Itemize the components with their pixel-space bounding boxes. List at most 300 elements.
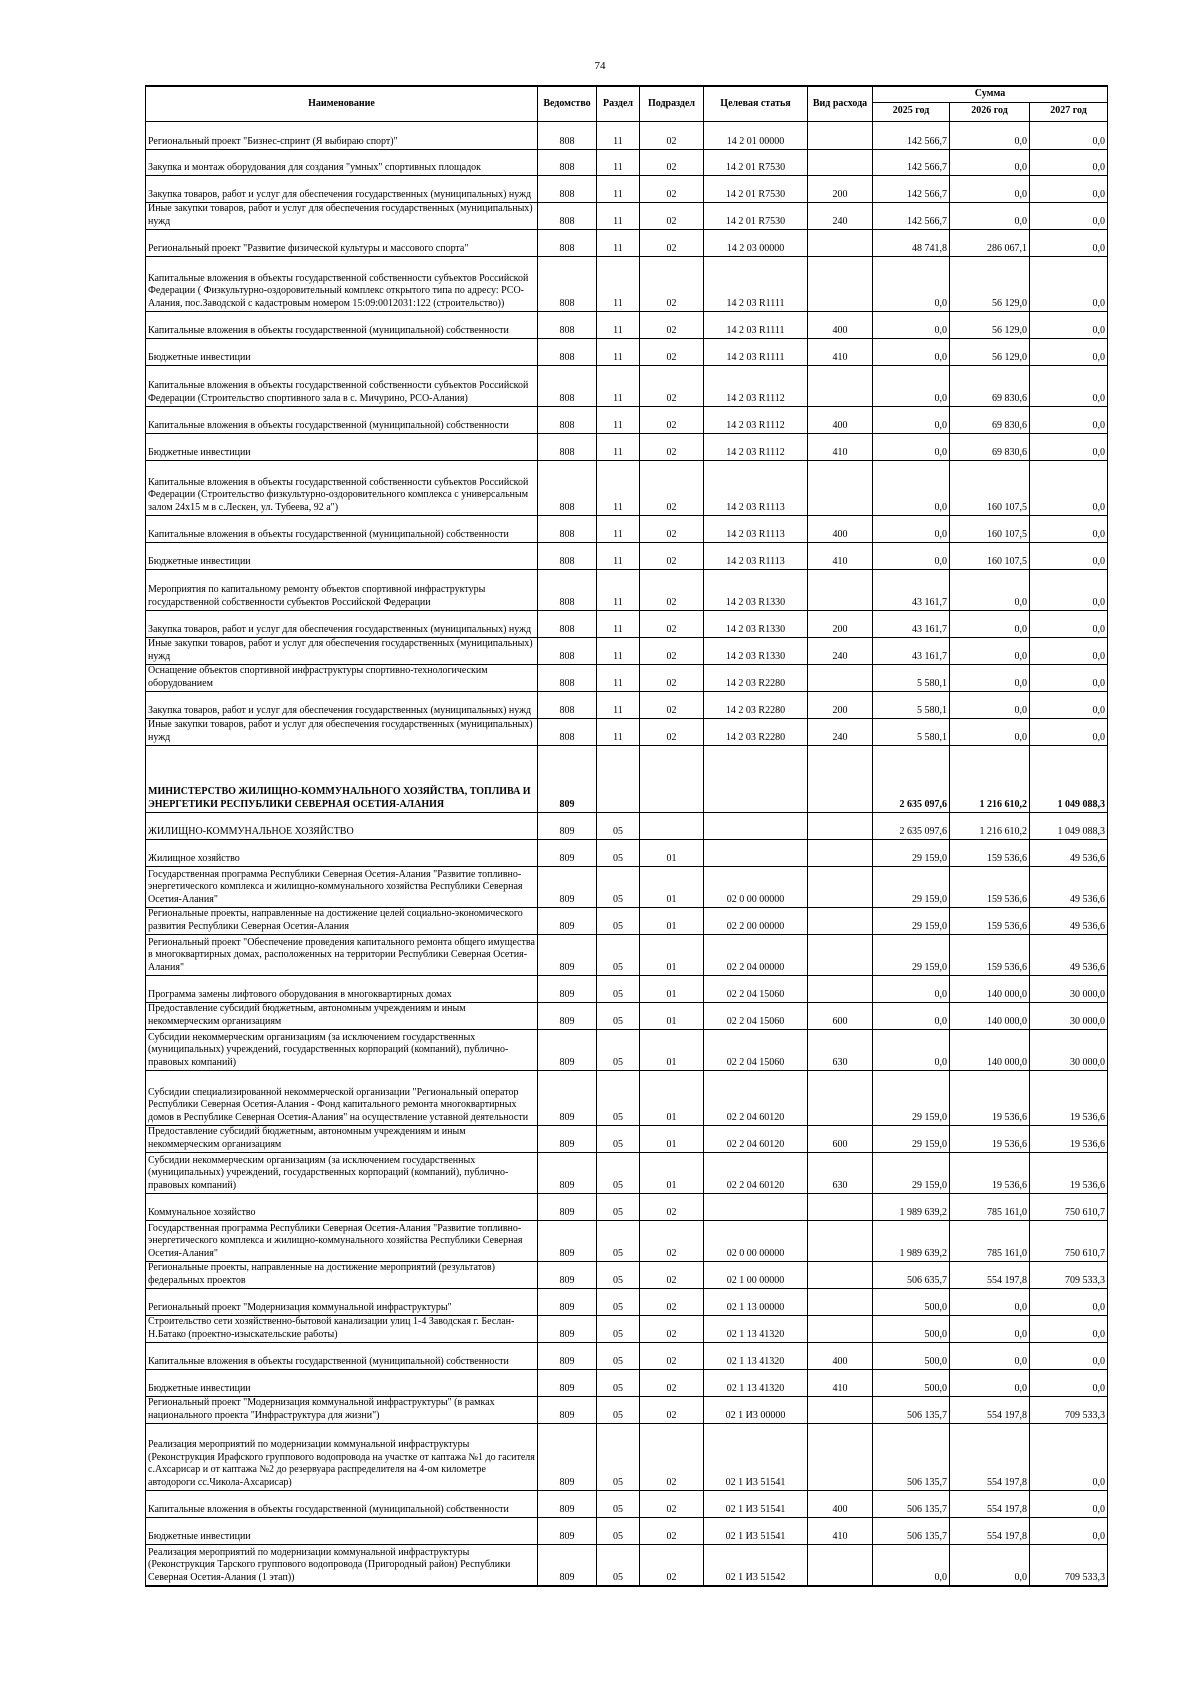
- row-vedomstvo: 809: [538, 1396, 597, 1423]
- row-podrazdel: 02: [640, 691, 704, 718]
- row-name: Бюджетные инвестиции: [146, 1517, 538, 1544]
- row-name: Предоставление субсидий бюджетным, автономным учреждениям и иным некоммерческим организациям: [146, 1125, 538, 1152]
- row-sum-2025: 48 741,8: [873, 229, 950, 256]
- row-sum-2026: 19 536,6: [950, 1152, 1030, 1193]
- table-body: [146, 121, 1108, 1586]
- row-celevaya: 14 2 03 R1113: [704, 542, 808, 569]
- row-vid: [808, 1396, 873, 1423]
- row-razdel: 05: [597, 1070, 640, 1125]
- row-razdel: 05: [597, 1029, 640, 1070]
- row-name: Региональный проект "Развитие физической культуры и массового спорта": [146, 229, 538, 256]
- row-razdel: 05: [597, 975, 640, 1002]
- row-razdel: 05: [597, 1490, 640, 1517]
- table-row: [146, 1517, 1108, 1544]
- row-sum-2026: 0,0: [950, 1544, 1030, 1586]
- row-podrazdel: 01: [640, 1070, 704, 1125]
- table-row: [146, 338, 1108, 365]
- row-vedomstvo: 809: [538, 975, 597, 1002]
- row-vid: 400: [808, 406, 873, 433]
- row-sum-2026: 159 536,6: [950, 934, 1030, 975]
- row-sum-2026: 0,0: [950, 718, 1030, 745]
- row-celevaya: [704, 839, 808, 866]
- row-razdel: 11: [597, 515, 640, 542]
- row-sum-2026: 0,0: [950, 664, 1030, 691]
- row-razdel: 05: [597, 1220, 640, 1261]
- row-sum-2025: 5 580,1: [873, 664, 950, 691]
- row-podrazdel: 01: [640, 839, 704, 866]
- row-sum-2025: 500,0: [873, 1315, 950, 1342]
- row-podrazdel: 02: [640, 664, 704, 691]
- row-name: Региональный проект "Обеспечение проведения капитального ремонта общего имущества в многоквартирных домах, расположенных на территории Республики Северная Осетия-Алания": [146, 934, 538, 975]
- row-sum-2025: 142 566,7: [873, 149, 950, 175]
- row-podrazdel: 01: [640, 1029, 704, 1070]
- header-podrazdel: Подраздел: [640, 86, 704, 121]
- row-sum-2025: 1 989 639,2: [873, 1220, 950, 1261]
- row-celevaya: 02 0 00 00000: [704, 1220, 808, 1261]
- row-podrazdel: 02: [640, 515, 704, 542]
- row-vedomstvo: 809: [538, 866, 597, 907]
- row-sum-2026: 785 161,0: [950, 1193, 1030, 1220]
- row-razdel: 11: [597, 365, 640, 406]
- row-name: Региональные проекты, направленные на достижение целей социально-экономического развития Республики Северная Осетия-Алания: [146, 907, 538, 934]
- row-vid: [808, 934, 873, 975]
- row-vid: [808, 1220, 873, 1261]
- row-vid: 410: [808, 433, 873, 460]
- row-celevaya: [704, 812, 808, 839]
- row-vedomstvo: 809: [538, 1152, 597, 1193]
- row-name: Региональный проект "Модернизация коммунальной инфраструктуры": [146, 1288, 538, 1315]
- row-sum-2027: 0,0: [1030, 121, 1108, 149]
- row-vedomstvo: 808: [538, 664, 597, 691]
- row-podrazdel: [640, 812, 704, 839]
- row-podrazdel: 02: [640, 121, 704, 149]
- row-name: Бюджетные инвестиции: [146, 433, 538, 460]
- row-sum-2027: 49 536,6: [1030, 839, 1108, 866]
- row-podrazdel: 02: [640, 175, 704, 202]
- row-sum-2025: 0,0: [873, 256, 950, 311]
- row-vid: [808, 1315, 873, 1342]
- row-celevaya: 14 2 03 R1330: [704, 610, 808, 637]
- row-vid: [808, 1193, 873, 1220]
- row-name: Капитальные вложения в объекты государственной (муниципальной) собственности: [146, 1490, 538, 1517]
- row-name: Иные закупки товаров, работ и услуг для обеспечения государственных (муниципальных) нужд: [146, 637, 538, 664]
- row-name: Иные закупки товаров, работ и услуг для обеспечения государственных (муниципальных) нужд: [146, 718, 538, 745]
- table-row: [146, 1125, 1108, 1152]
- row-sum-2026: 1 216 610,2: [950, 745, 1030, 812]
- row-sum-2025: 142 566,7: [873, 202, 950, 229]
- row-sum-2027: 49 536,6: [1030, 934, 1108, 975]
- row-razdel: 11: [597, 542, 640, 569]
- row-vid: [808, 907, 873, 934]
- row-celevaya: 14 2 03 R1113: [704, 515, 808, 542]
- row-sum-2026: 0,0: [950, 610, 1030, 637]
- row-sum-2026: 159 536,6: [950, 907, 1030, 934]
- table-row: [146, 839, 1108, 866]
- row-sum-2025: 43 161,7: [873, 637, 950, 664]
- row-name: Капитальные вложения в объекты государственной собственности субъектов Российской Федерации (Строительство физкультурно-оздоровительного комплекса с универсальным залом 24х15 м в с.Лескен, ул. Тубеева, 92 а"): [146, 460, 538, 515]
- row-sum-2025: 0,0: [873, 406, 950, 433]
- row-celevaya: 02 1 И3 51541: [704, 1517, 808, 1544]
- row-sum-2025: 0,0: [873, 542, 950, 569]
- row-sum-2025: 29 159,0: [873, 1125, 950, 1152]
- row-name: Коммунальное хозяйство: [146, 1193, 538, 1220]
- row-razdel: 05: [597, 1125, 640, 1152]
- row-sum-2025: 0,0: [873, 975, 950, 1002]
- row-sum-2027: 0,0: [1030, 691, 1108, 718]
- table-row: [146, 365, 1108, 406]
- row-name: Капитальные вложения в объекты государственной (муниципальной) собственности: [146, 311, 538, 338]
- row-sum-2027: 19 536,6: [1030, 1152, 1108, 1193]
- row-sum-2025: 506 135,7: [873, 1396, 950, 1423]
- row-sum-2027: 0,0: [1030, 1342, 1108, 1369]
- row-name: Предоставление субсидий бюджетным, автономным учреждениям и иным некоммерческим организациям: [146, 1002, 538, 1029]
- row-sum-2027: 0,0: [1030, 542, 1108, 569]
- row-name: Реализация мероприятий по модернизации коммунальной инфраструктуры (Реконструкция Ирафского группового водопровода на участке от каптажа №1 до гасителя с.Ахсарисар и от каптажа №2 до резервуара распределителя на 4-ом километре автодороги сс.Чикола-Ахсарисар): [146, 1423, 538, 1490]
- row-celevaya: 14 2 03 R1111: [704, 256, 808, 311]
- table-row: [146, 256, 1108, 311]
- row-sum-2025: 506 135,7: [873, 1490, 950, 1517]
- table-row: [146, 1315, 1108, 1342]
- page-number: 74: [594, 60, 606, 72]
- row-sum-2026: 0,0: [950, 1315, 1030, 1342]
- row-celevaya: 14 2 03 R1111: [704, 338, 808, 365]
- row-podrazdel: 02: [640, 406, 704, 433]
- row-vid: [808, 745, 873, 812]
- row-sum-2025: 5 580,1: [873, 691, 950, 718]
- row-podrazdel: 02: [640, 1220, 704, 1261]
- row-sum-2026: 160 107,5: [950, 515, 1030, 542]
- row-razdel: 11: [597, 569, 640, 610]
- table-row: [146, 745, 1108, 812]
- table-row: [146, 406, 1108, 433]
- row-celevaya: 02 1 И3 51541: [704, 1490, 808, 1517]
- row-vedomstvo: 809: [538, 745, 597, 812]
- row-podrazdel: 02: [640, 1490, 704, 1517]
- row-sum-2026: 0,0: [950, 637, 1030, 664]
- table-row: [146, 934, 1108, 975]
- table-row: [146, 1029, 1108, 1070]
- table-row: [146, 202, 1108, 229]
- row-razdel: 11: [597, 311, 640, 338]
- row-name: Реализация мероприятий по модернизации коммунальной инфраструктуры (Реконструкция Тарского группового водопровода (Пригородный район) Республики Северная Осетия-Алания (1 этап)): [146, 1544, 538, 1586]
- row-vedomstvo: 808: [538, 121, 597, 149]
- row-sum-2026: 19 536,6: [950, 1070, 1030, 1125]
- row-podrazdel: 02: [640, 1288, 704, 1315]
- row-name: Закупка товаров, работ и услуг для обеспечения государственных (муниципальных) нужд: [146, 610, 538, 637]
- row-sum-2027: 0,0: [1030, 338, 1108, 365]
- table-row: [146, 311, 1108, 338]
- row-vedomstvo: 808: [538, 610, 597, 637]
- row-sum-2027: 0,0: [1030, 256, 1108, 311]
- table-row: [146, 1261, 1108, 1288]
- row-sum-2026: 69 830,6: [950, 365, 1030, 406]
- row-vid: [808, 1070, 873, 1125]
- row-vid: [808, 1261, 873, 1288]
- row-celevaya: 02 2 04 60120: [704, 1125, 808, 1152]
- row-vid: [808, 1288, 873, 1315]
- row-razdel: 05: [597, 907, 640, 934]
- row-name: Субсидии специализированной некоммерческой организации "Региональный оператор Республики Северная Осетия-Алания - Фонд капитального ремонта многоквартирных домов в Республике Северная Осетия-Алания" на осуществление уставной деятельности: [146, 1070, 538, 1125]
- row-sum-2026: 140 000,0: [950, 975, 1030, 1002]
- row-celevaya: 14 2 01 R7530: [704, 202, 808, 229]
- row-sum-2026: 0,0: [950, 202, 1030, 229]
- row-vid: [808, 812, 873, 839]
- header-summa: Сумма: [873, 86, 1108, 102]
- row-razdel: 05: [597, 839, 640, 866]
- row-vedomstvo: 808: [538, 515, 597, 542]
- row-podrazdel: 02: [640, 1423, 704, 1490]
- row-celevaya: 02 2 04 15060: [704, 1029, 808, 1070]
- table-row: [146, 175, 1108, 202]
- row-sum-2026: 159 536,6: [950, 839, 1030, 866]
- row-podrazdel: 02: [640, 460, 704, 515]
- table-row: [146, 542, 1108, 569]
- row-vedomstvo: 808: [538, 637, 597, 664]
- row-podrazdel: 01: [640, 934, 704, 975]
- row-sum-2025: 0,0: [873, 365, 950, 406]
- row-celevaya: 14 2 03 R1330: [704, 637, 808, 664]
- row-razdel: 05: [597, 1288, 640, 1315]
- row-name: МИНИСТЕРСТВО ЖИЛИЩНО-КОММУНАЛЬНОГО ХОЗЯЙСТВА, ТОПЛИВА И ЭНЕРГЕТИКИ РЕСПУБЛИКИ СЕВЕРНАЯ ОСЕТИЯ-АЛАНИЯ: [146, 745, 538, 812]
- row-podrazdel: 02: [640, 338, 704, 365]
- row-name: Региональные проекты, направленные на достижение мероприятий (результатов) федеральных проектов: [146, 1261, 538, 1288]
- row-vedomstvo: 809: [538, 839, 597, 866]
- row-podrazdel: 02: [640, 542, 704, 569]
- table-row: [146, 907, 1108, 934]
- row-sum-2027: 0,0: [1030, 202, 1108, 229]
- row-podrazdel: 01: [640, 975, 704, 1002]
- row-name: Капитальные вложения в объекты государственной собственности субъектов Российской Федерации (Строительство спортивного зала в с. Мичурино, РСО-Алания): [146, 365, 538, 406]
- row-vid: [808, 460, 873, 515]
- row-sum-2026: 56 129,0: [950, 256, 1030, 311]
- row-vid: [808, 839, 873, 866]
- row-podrazdel: 01: [640, 1152, 704, 1193]
- row-vedomstvo: 809: [538, 1220, 597, 1261]
- row-name: Бюджетные инвестиции: [146, 1369, 538, 1396]
- row-celevaya: 02 2 04 60120: [704, 1152, 808, 1193]
- row-sum-2025: 29 159,0: [873, 866, 950, 907]
- row-sum-2027: 750 610,7: [1030, 1193, 1108, 1220]
- row-sum-2027: 0,0: [1030, 365, 1108, 406]
- row-sum-2027: 709 533,3: [1030, 1544, 1108, 1586]
- row-vid: 600: [808, 1125, 873, 1152]
- row-sum-2027: 0,0: [1030, 1423, 1108, 1490]
- table-row: [146, 1544, 1108, 1586]
- row-sum-2027: 0,0: [1030, 664, 1108, 691]
- row-podrazdel: 02: [640, 311, 704, 338]
- row-podrazdel: 01: [640, 866, 704, 907]
- row-sum-2027: 750 610,7: [1030, 1220, 1108, 1261]
- row-sum-2027: 0,0: [1030, 433, 1108, 460]
- row-vid: 410: [808, 1369, 873, 1396]
- table-row: [146, 866, 1108, 907]
- row-sum-2026: 0,0: [950, 1288, 1030, 1315]
- row-sum-2026: 56 129,0: [950, 338, 1030, 365]
- row-name: Капитальные вложения в объекты государственной (муниципальной) собственности: [146, 1342, 538, 1369]
- row-sum-2027: 19 536,6: [1030, 1070, 1108, 1125]
- row-sum-2026: 56 129,0: [950, 311, 1030, 338]
- row-vedomstvo: 809: [538, 1125, 597, 1152]
- row-podrazdel: 02: [640, 202, 704, 229]
- row-sum-2026: 1 216 610,2: [950, 812, 1030, 839]
- row-sum-2026: 0,0: [950, 1342, 1030, 1369]
- row-vedomstvo: 808: [538, 202, 597, 229]
- row-sum-2027: 0,0: [1030, 610, 1108, 637]
- row-razdel: 05: [597, 1193, 640, 1220]
- row-vedomstvo: 808: [538, 365, 597, 406]
- row-vedomstvo: 808: [538, 256, 597, 311]
- row-podrazdel: 02: [640, 637, 704, 664]
- header-2026: 2026 год: [950, 102, 1030, 121]
- row-vid: 240: [808, 637, 873, 664]
- row-sum-2027: 1 049 088,3: [1030, 812, 1108, 839]
- row-sum-2025: 0,0: [873, 1544, 950, 1586]
- table-row: [146, 975, 1108, 1002]
- row-podrazdel: 01: [640, 907, 704, 934]
- row-sum-2026: 19 536,6: [950, 1125, 1030, 1152]
- row-vid: 400: [808, 311, 873, 338]
- row-vedomstvo: 808: [538, 406, 597, 433]
- row-sum-2025: 5 580,1: [873, 718, 950, 745]
- row-razdel: 05: [597, 812, 640, 839]
- row-celevaya: 14 2 03 R1111: [704, 311, 808, 338]
- row-name: Закупка товаров, работ и услуг для обеспечения государственных (муниципальных) нужд: [146, 691, 538, 718]
- table-row: [146, 1193, 1108, 1220]
- row-podrazdel: 02: [640, 1342, 704, 1369]
- row-vedomstvo: 808: [538, 569, 597, 610]
- row-podrazdel: 01: [640, 1002, 704, 1029]
- row-razdel: 11: [597, 406, 640, 433]
- row-podrazdel: 02: [640, 1369, 704, 1396]
- row-podrazdel: 02: [640, 610, 704, 637]
- row-celevaya: 14 2 03 R1113: [704, 460, 808, 515]
- row-sum-2025: 29 159,0: [873, 1152, 950, 1193]
- table-row: [146, 1342, 1108, 1369]
- row-sum-2026: 160 107,5: [950, 542, 1030, 569]
- row-vid: [808, 365, 873, 406]
- row-sum-2025: 0,0: [873, 311, 950, 338]
- row-vid: 410: [808, 338, 873, 365]
- row-celevaya: 14 2 03 R1330: [704, 569, 808, 610]
- row-vedomstvo: 809: [538, 1193, 597, 1220]
- row-celevaya: 14 2 01 00000: [704, 121, 808, 149]
- row-celevaya: [704, 745, 808, 812]
- row-name: Оснащение объектов спортивной инфраструктуры спортивно-технологическим оборудованием: [146, 664, 538, 691]
- row-vid: [808, 866, 873, 907]
- row-razdel: [597, 745, 640, 812]
- row-vedomstvo: 809: [538, 1342, 597, 1369]
- table-row: [146, 812, 1108, 839]
- table-row: [146, 1070, 1108, 1125]
- table-row: [146, 121, 1108, 149]
- row-sum-2026: 554 197,8: [950, 1396, 1030, 1423]
- row-sum-2026: 554 197,8: [950, 1261, 1030, 1288]
- row-razdel: 11: [597, 637, 640, 664]
- row-celevaya: 02 1 И3 51541: [704, 1423, 808, 1490]
- table-row: [146, 1002, 1108, 1029]
- row-vid: 410: [808, 1517, 873, 1544]
- row-razdel: 11: [597, 202, 640, 229]
- row-name: ЖИЛИЩНО-КОММУНАЛЬНОЕ ХОЗЯЙСТВО: [146, 812, 538, 839]
- row-vid: 600: [808, 1002, 873, 1029]
- table-row: [146, 637, 1108, 664]
- row-sum-2025: 500,0: [873, 1369, 950, 1396]
- row-sum-2027: 709 533,3: [1030, 1261, 1108, 1288]
- table-row: [146, 1220, 1108, 1261]
- header-2027: 2027 год: [1030, 102, 1108, 121]
- row-vedomstvo: 809: [538, 1423, 597, 1490]
- row-razdel: 11: [597, 149, 640, 175]
- row-name: Региональный проект "Модернизация коммунальной инфраструктуры" (в рамках национального проекта "Инфраструктура для жизни"): [146, 1396, 538, 1423]
- row-razdel: 11: [597, 175, 640, 202]
- row-vedomstvo: 808: [538, 542, 597, 569]
- row-sum-2027: 30 000,0: [1030, 975, 1108, 1002]
- row-podrazdel: 02: [640, 718, 704, 745]
- row-razdel: 11: [597, 460, 640, 515]
- row-sum-2025: 1 989 639,2: [873, 1193, 950, 1220]
- row-sum-2026: 0,0: [950, 569, 1030, 610]
- row-sum-2027: 0,0: [1030, 637, 1108, 664]
- table-row: [146, 569, 1108, 610]
- row-vedomstvo: 808: [538, 433, 597, 460]
- row-celevaya: 14 2 03 R2280: [704, 718, 808, 745]
- row-vedomstvo: 809: [538, 934, 597, 975]
- table-row: [146, 1423, 1108, 1490]
- row-celevaya: 02 0 00 00000: [704, 866, 808, 907]
- row-sum-2026: 140 000,0: [950, 1002, 1030, 1029]
- row-sum-2026: 554 197,8: [950, 1490, 1030, 1517]
- row-name: Мероприятия по капитальному ремонту объектов спортивной инфраструктуры государственной собственности субъектов Российской Федерации: [146, 569, 538, 610]
- row-sum-2027: 19 536,6: [1030, 1125, 1108, 1152]
- table-row: [146, 1396, 1108, 1423]
- header-2025: 2025 год: [873, 102, 950, 121]
- row-sum-2026: 69 830,6: [950, 406, 1030, 433]
- row-sum-2027: 0,0: [1030, 460, 1108, 515]
- row-sum-2025: 506 635,7: [873, 1261, 950, 1288]
- row-name: Закупка и монтаж оборудования для создания "умных" спортивных площадок: [146, 149, 538, 175]
- row-vedomstvo: 808: [538, 149, 597, 175]
- row-name: Государственная программа Республики Северная Осетия-Алания "Развитие топливно-энергетического комплекса и жилищно-коммунального хозяйства Республики Северная Осетия-Алания": [146, 866, 538, 907]
- row-sum-2025: 29 159,0: [873, 934, 950, 975]
- row-razdel: 05: [597, 1342, 640, 1369]
- row-vid: [808, 1544, 873, 1586]
- row-sum-2025: 2 635 097,6: [873, 745, 950, 812]
- row-sum-2025: 142 566,7: [873, 175, 950, 202]
- row-vedomstvo: 809: [538, 1288, 597, 1315]
- row-razdel: 11: [597, 718, 640, 745]
- row-sum-2025: 0,0: [873, 460, 950, 515]
- row-vedomstvo: 809: [538, 1369, 597, 1396]
- row-celevaya: [704, 1193, 808, 1220]
- table-row: [146, 1152, 1108, 1193]
- row-vid: 400: [808, 515, 873, 542]
- row-sum-2025: 29 159,0: [873, 1070, 950, 1125]
- row-sum-2025: 142 566,7: [873, 121, 950, 149]
- row-celevaya: 02 1 И3 00000: [704, 1396, 808, 1423]
- row-sum-2025: 29 159,0: [873, 839, 950, 866]
- row-razdel: 11: [597, 121, 640, 149]
- row-vid: [808, 121, 873, 149]
- row-vedomstvo: 809: [538, 1029, 597, 1070]
- row-sum-2027: 0,0: [1030, 1490, 1108, 1517]
- row-sum-2027: 49 536,6: [1030, 907, 1108, 934]
- row-sum-2026: 0,0: [950, 175, 1030, 202]
- row-vedomstvo: 808: [538, 691, 597, 718]
- row-razdel: 05: [597, 1544, 640, 1586]
- row-name: Субсидии некоммерческим организациям (за исключением государственных (муниципальных) учреждений, государственных корпораций (компаний), публично-правовых компаний): [146, 1029, 538, 1070]
- row-sum-2026: 159 536,6: [950, 866, 1030, 907]
- row-vid: 200: [808, 175, 873, 202]
